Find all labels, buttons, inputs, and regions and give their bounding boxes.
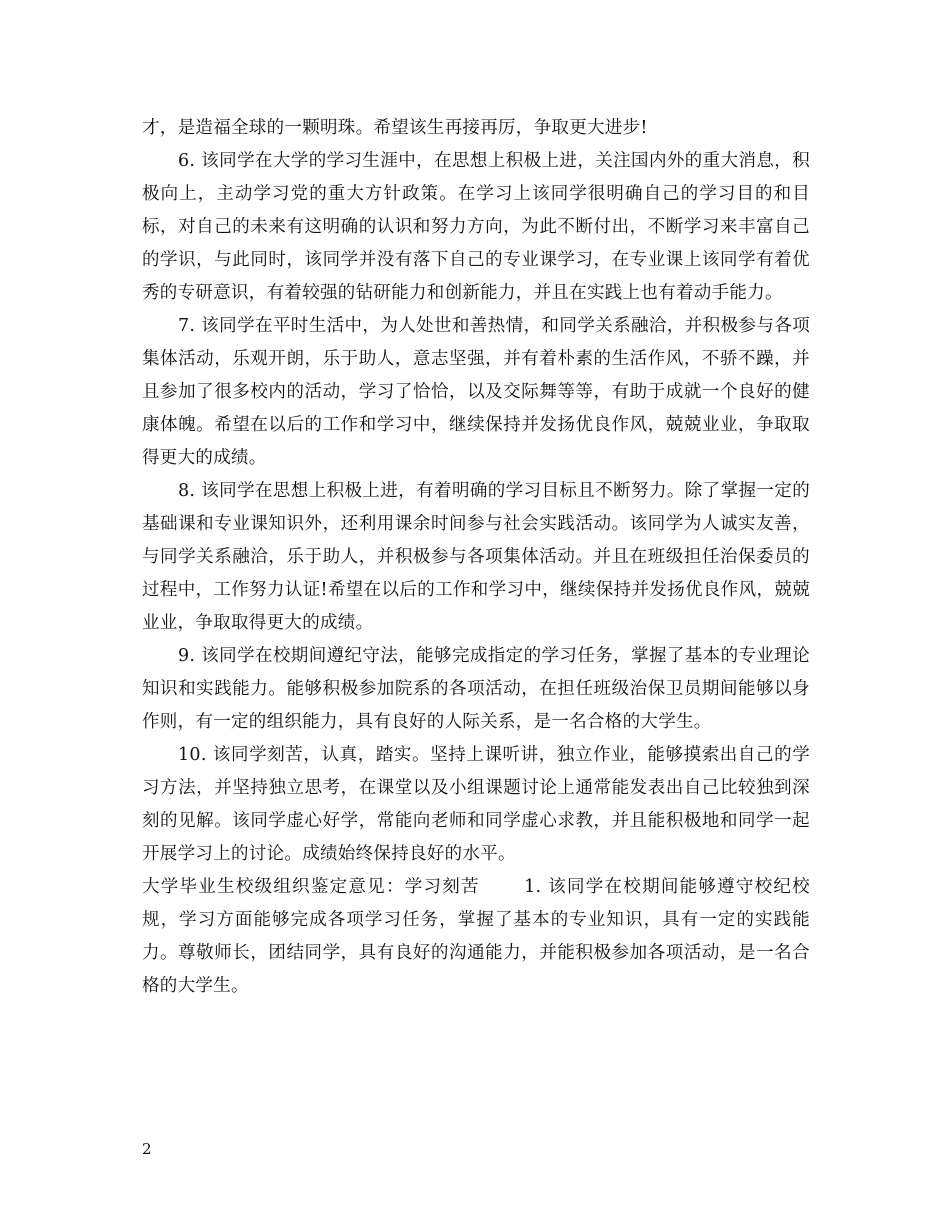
page-number: 2 xyxy=(142,1140,152,1158)
paragraph-item-9: 9. 该同学在校期间遵纪守法，能够完成指定的学习任务，掌握了基本的专业理论知识和实践能力。能够积极参加院系的各项活动，在担任班级治保卫员期间能够以身作则，有一定的组织能力，具有良好的人际关系，是一名合格的大学生。 xyxy=(142,646,810,732)
paragraph-item-10: 10. 该同学刻苦，认真，踏实。坚持上课听讲，独立作业，能够摸索出自己的学习方法，并坚持独立思考，在课堂以及小组课题讨论上通常能发表出自己比较独到深刻的见解。该同学虚心好学，常能向老师和同学虚心求教，并且能积极地和同学一起开展学习上的讨论。成绩始终保持良好的水平。 xyxy=(142,745,810,864)
paragraph-item-7: 7. 该同学在平时生活中，为人处世和善热情，和同学关系融洽，并积极参与各项集体活动，乐观开朗，乐于助人，意志坚强，并有着朴素的生活作风，不骄不躁，并且参加了很多校内的活动，学习了恰恰，以及交际舞等等，有助于成就一个良好的健康体魄。希望在以后的工作和学习中，继续保持并发扬优良作风，兢兢业业，争取取得更大的成绩。 xyxy=(142,316,810,468)
paragraph-item-8: 8. 该同学在思想上积极上进，有着明确的学习目标且不断努力。除了掌握一定的基础课和专业课知识外，还利用课余时间参与社会实践活动。该同学为人诚实友善，与同学关系融洽，乐于助人，并积极参与各项集体活动。并且在班级担任治保委员的过程中，工作努力认证!希望在以后的工作和学习中，继续保持并发扬优良作风，兢兢业业，争取取得更大的成绩。 xyxy=(142,481,810,633)
document-body xyxy=(142,112,810,1003)
paragraph-continuation: 才，是造福全球的一颗明珠。希望该生再接再厉，争取更大进步! xyxy=(142,118,648,138)
paragraph-school-appraisal: 大学毕业生校级组织鉴定意见：学习刻苦 1. 该同学在校期间能够遵守校纪校规，学习方面能够完成各项学习任务，掌握了基本的专业知识，具有一定的实践能力。尊敬师长，团结同学，具有良好的沟通能力，并能积极参加各项活动，是一名合格的大学生。 xyxy=(142,877,810,996)
paragraph-item-6: 6. 该同学在大学的学习生涯中，在思想上积极上进，关注国内外的重大消息，积极向上，主动学习党的重大方针政策。在学习上该同学很明确自己的学习目的和目标，对自己的未来有这明确的认识和努力方向，为此不断付出，不断学习来丰富自己的学识，与此同时，该同学并没有落下自己的专业课学习，在专业课上该同学有着优秀的专研意识，有着较强的钻研能力和创新能力，并且在实践上也有着动手能力。 xyxy=(142,151,810,303)
